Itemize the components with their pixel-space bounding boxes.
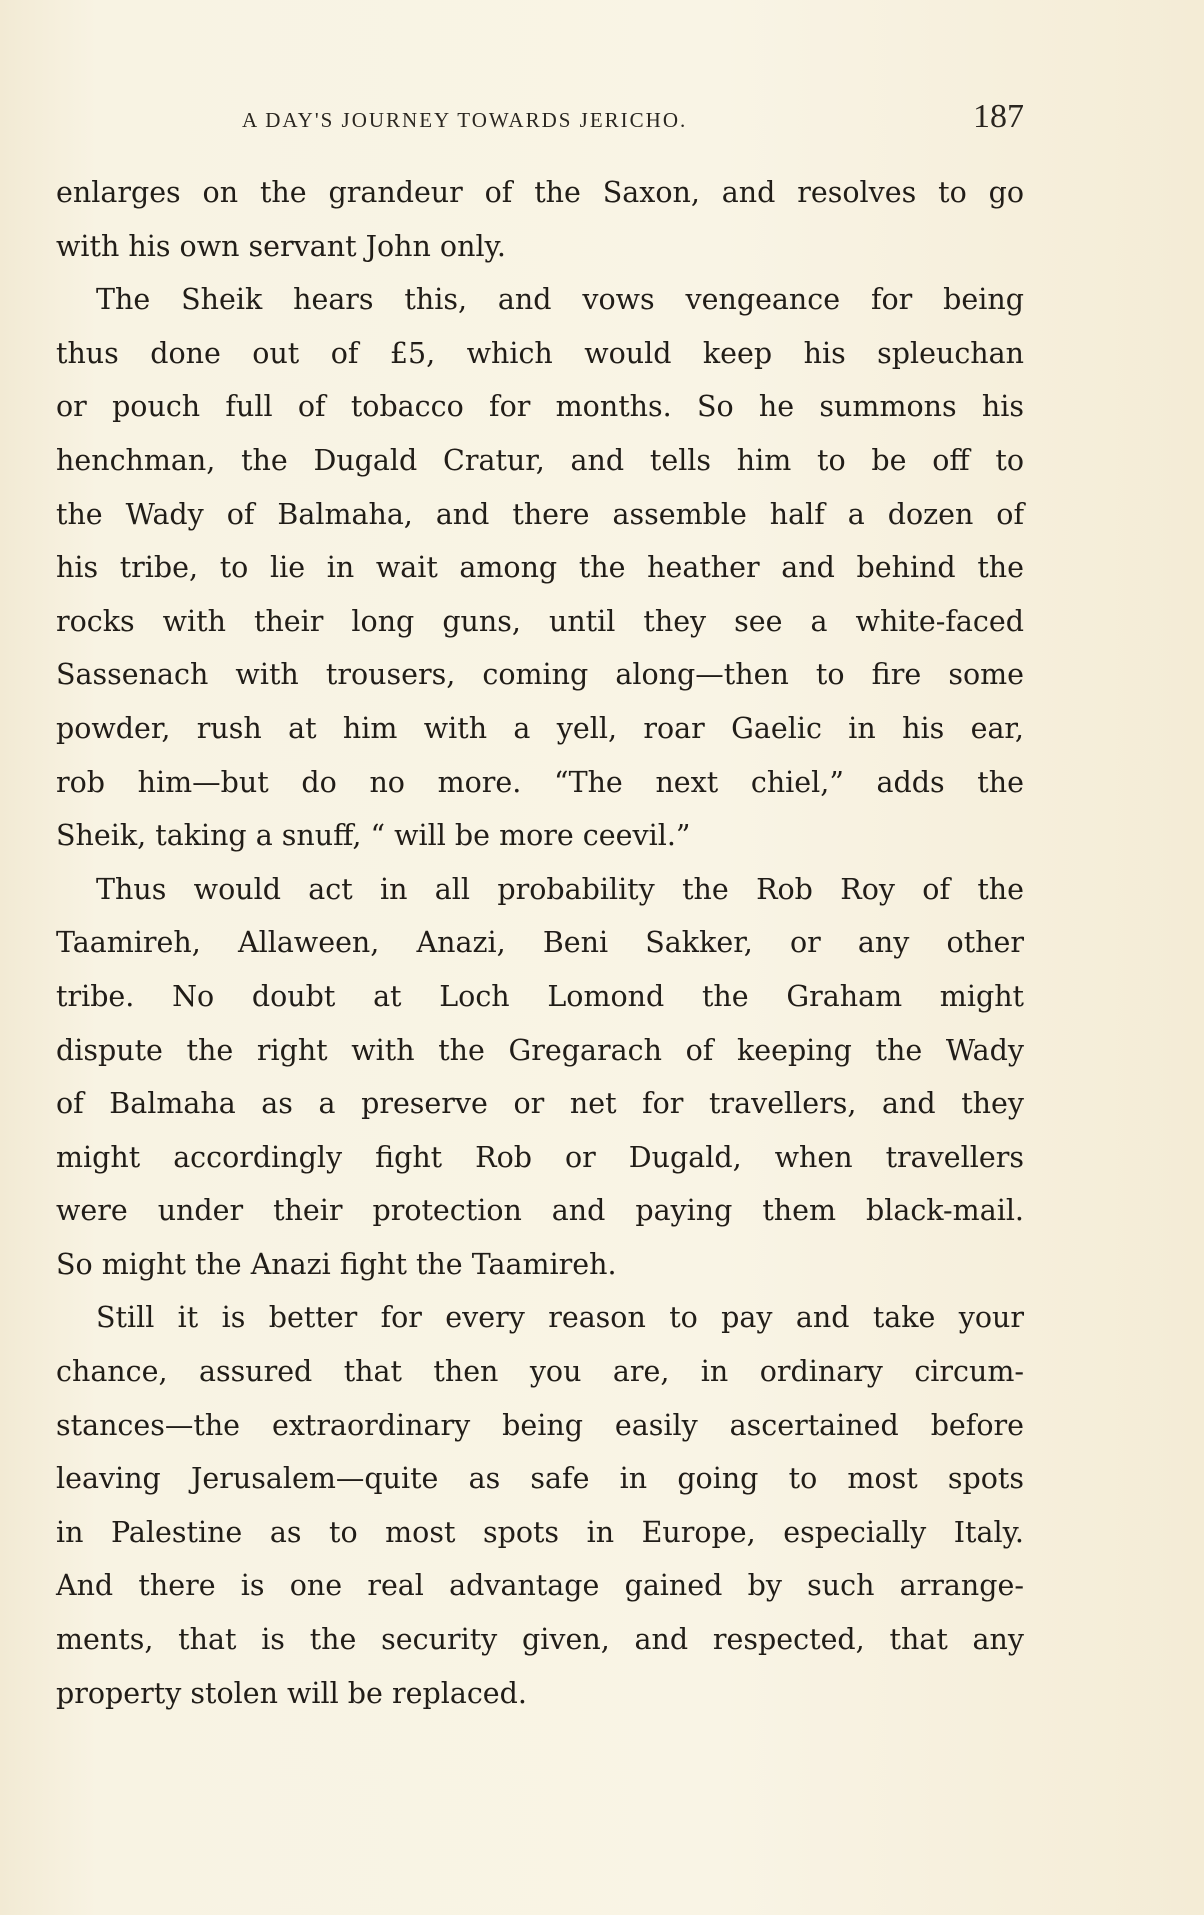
text-line: Sassenach with trousers, coming along—then to fire some — [56, 658, 1024, 692]
text-line: henchman, the Dugald Cratur, and tells him to be off to — [56, 443, 1024, 477]
text-line: Thus would act in all probability the Rob Roy of the — [96, 872, 1024, 906]
text-line: rob him—but do no more. “The next chiel,” adds the — [56, 765, 1024, 799]
text-line: property stolen will be replaced. — [56, 1676, 527, 1710]
text-line: thus done out of £5, which would keep his spleuchan — [56, 336, 1024, 370]
text-line: ments, that is the security given, and respected, that any — [56, 1623, 1024, 1657]
text-line: leaving Jerusalem—quite as safe in going to most spots — [56, 1462, 1024, 1496]
running-title: A DAY'S JOURNEY TOWARDS JERICHO. — [242, 108, 688, 132]
text-line: And there is one real advantage gained by such arrange- — [56, 1569, 1024, 1603]
text-line: were under their protection and paying them black-mail. — [56, 1194, 1024, 1228]
text-line: chance, assured that then you are, in ordinary circum- — [56, 1355, 1024, 1389]
paragraph-1 — [56, 166, 1024, 273]
text-line: with his own servant John only. — [56, 229, 506, 263]
body-text — [56, 166, 1024, 1720]
text-line: dispute the right with the Gregarach of keeping the Wady — [56, 1033, 1024, 1067]
text-line: enlarges on the grandeur of the Saxon, and resolves to go — [56, 176, 1024, 209]
text-line: in Palestine as to most spots in Europe, especially Italy. — [56, 1515, 1024, 1549]
paragraph-3 — [56, 863, 1024, 1292]
text-line: The Sheik hears this, and vows vengeance for being — [96, 283, 1024, 317]
text-line: So might the Anazi fight the Taamireh. — [56, 1247, 617, 1281]
paragraph-2 — [56, 273, 1024, 863]
running-header — [56, 96, 1024, 146]
text-line: tribe. No doubt at Loch Lomond the Graham might — [56, 979, 1024, 1013]
page-number: 187 — [973, 98, 1024, 135]
text-line: of Balmaha as a preserve or net for travellers, and they — [56, 1087, 1024, 1121]
text-line: powder, rush at him with a yell, roar Gaelic in his ear, — [56, 711, 1024, 745]
text-line: Still it is better for every reason to pay and take your — [96, 1301, 1024, 1335]
text-line: might accordingly fight Rob or Dugald, when travellers — [56, 1140, 1024, 1174]
paragraph-4 — [56, 1291, 1024, 1720]
text-line: rocks with their long guns, until they see a white-faced — [56, 604, 1024, 638]
text-line: Sheik, taking a snuff, “ will be more ceevil.” — [56, 819, 691, 853]
text-line: his tribe, to lie in wait among the heather and behind the — [56, 551, 1024, 585]
text-line: Taamireh, Allaween, Anazi, Beni Sakker, or any other — [56, 926, 1024, 960]
text-line: or pouch full of tobacco for months. So he summons his — [56, 390, 1024, 424]
text-line: the Wady of Balmaha, and there assemble half a dozen of — [56, 497, 1024, 531]
text-line: stances—the extraordinary being easily ascertained before — [56, 1408, 1024, 1442]
